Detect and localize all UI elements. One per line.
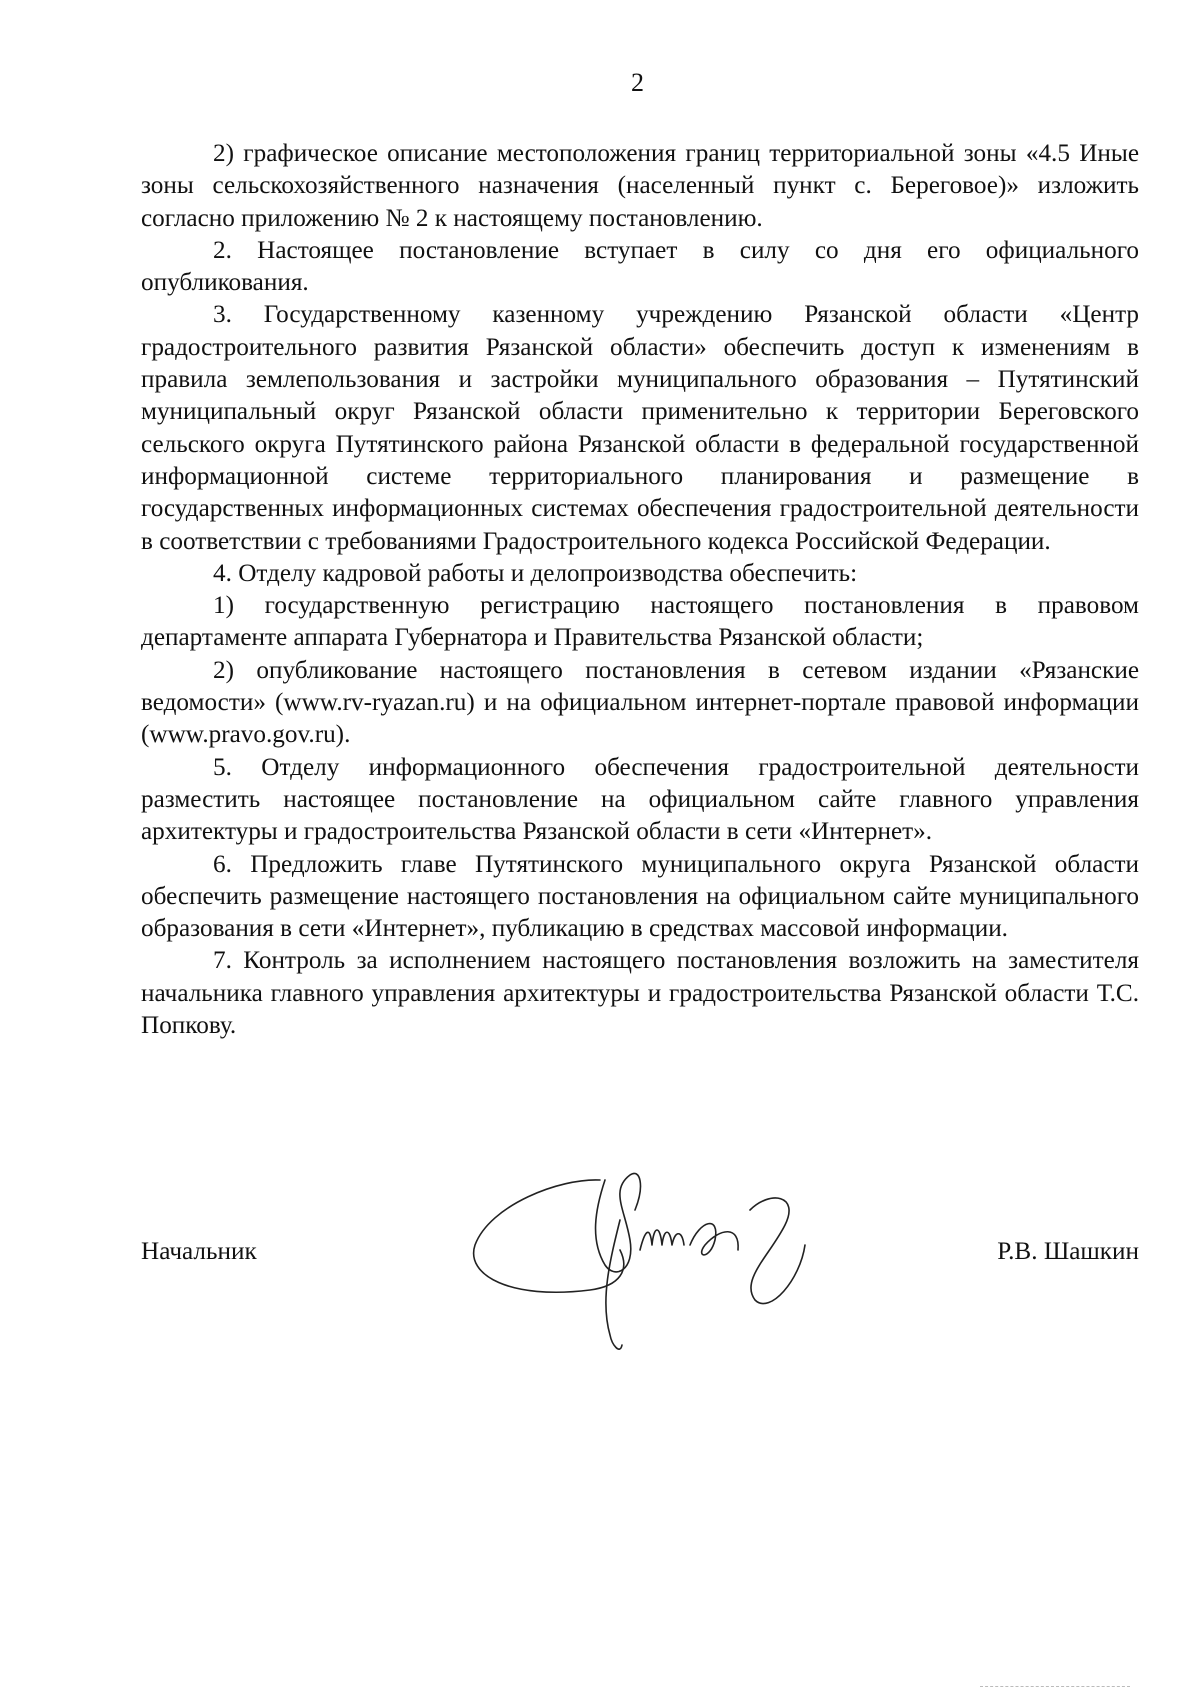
page-number: 2 — [631, 68, 644, 97]
paragraph-4-2-publication: 2) опубликование настоящего постановления в сетевом издании «Рязанские ведомости» (www.rv-ryazan.ru) и на официальном интернет-портале правовой информации (www.pravo.gov.ru). — [141, 656, 1139, 749]
paragraph-3-access-provision: 3. Государственному казенному учреждению Рязанской области «Центр градостроительного развития Рязанской области» обеспечить доступ к изменениям в правила землепользования и застройки муниципального образования – Путятинский муниципальный округ Рязанской области применительно к территории Береговского сельского округа Путятинского района Рязанской области в федеральной государственной информационной системе территориального планирования и размещение в государственных информационных системах обеспечения градостроительной деятельности в соответствии с требованиями Градостроительного кодекса Российской Федерации. — [141, 301, 1139, 555]
paragraph-6-municipal-posting: 6. Предложить главе Путятинского муниципального округа Рязанской области обеспечить размещение настоящего постановления на официальном сайте муниципального образования в сети «Интернет», публикацию в средствах массовой информации. — [141, 850, 1139, 943]
footer-divider — [980, 1686, 1130, 1687]
document-body — [141, 138, 1139, 1042]
paragraph-7-control: 7. Контроль за исполнением настоящего постановления возложить на заместителя начальника главного управления архитектуры и градостроительства Рязанской области Т.С. Попкову. — [141, 947, 1139, 1040]
signatory-name: Р.В. Шашкин — [997, 1238, 1139, 1265]
paragraph-item-2-graphic-description: 2) графическое описание местоположения границ территориальной зоны «4.5 Иные зоны сельскохозяйственного назначения (населенный пункт с. Береговое)» изложить согласно приложению № 2 к настоящему постановлению. — [141, 140, 1139, 232]
signatory-title: Начальник — [141, 1238, 257, 1265]
handwritten-signature-icon — [470, 1150, 850, 1350]
paragraph-4-1-registration: 1) государственную регистрацию настоящего постановления в правовом департаменте аппарата Губернатора и Правительства Рязанской области; — [141, 592, 1139, 652]
paragraph-4-records-department: 4. Отделу кадровой работы и делопроизводства обеспечить: — [213, 559, 858, 587]
paragraph-5-website-posting: 5. Отделу информационного обеспечения градостроительной деятельности разместить настоящее постановление на официальном сайте главного управления архитектуры и градостроительства Рязанской области в сети «Интернет». — [141, 753, 1139, 846]
paragraph-2-entry-into-force: 2. Настоящее постановление вступает в силу со дня его официального опубликования. — [141, 236, 1139, 297]
